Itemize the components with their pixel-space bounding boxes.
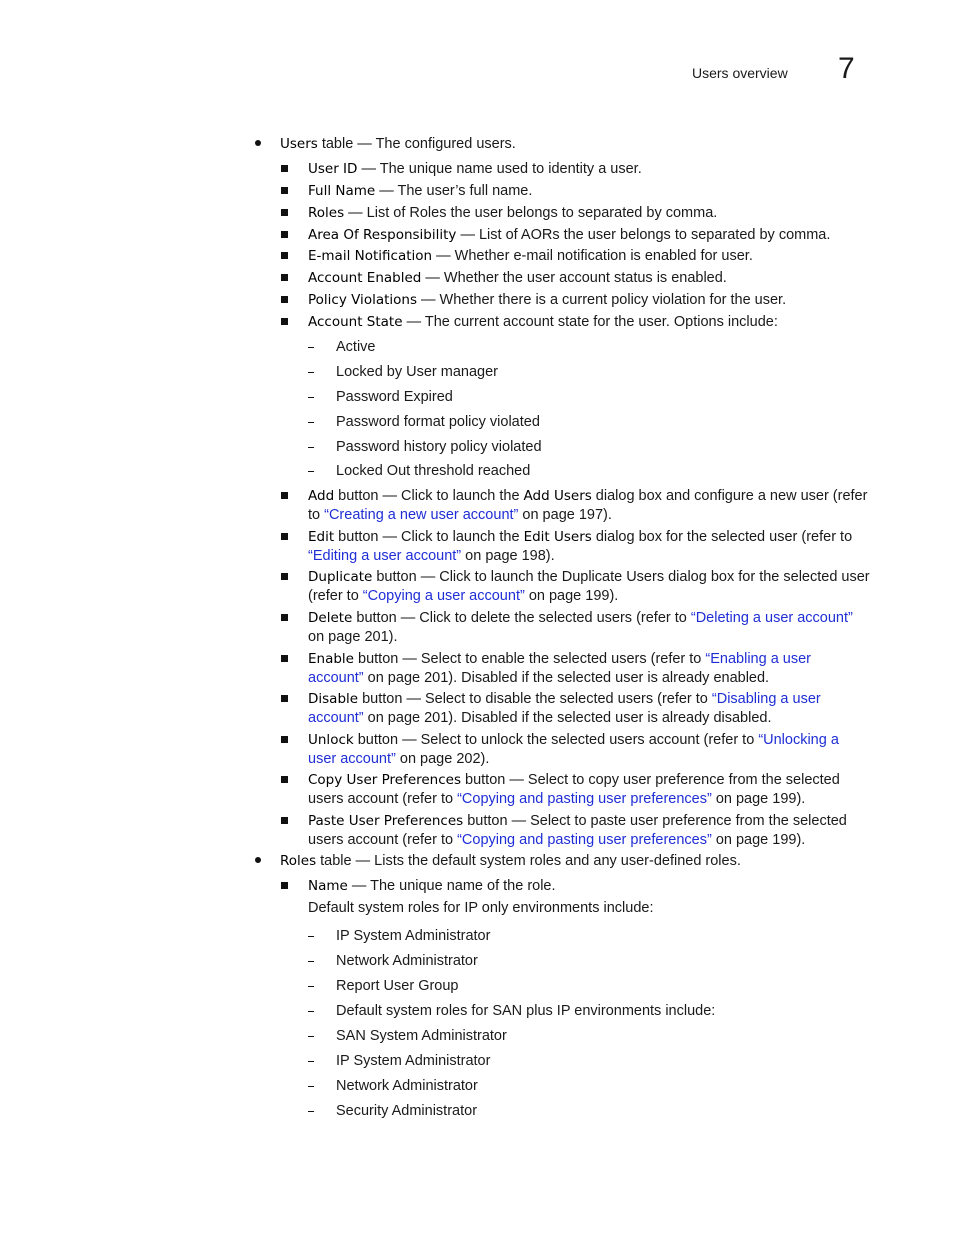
editing-user-link[interactable]: “Editing a user account” (308, 547, 462, 564)
list-item: Policy Violations — Whether there is a current policy violation for the user. (308, 292, 787, 308)
button-description: Paste User Preferences button — Select to paste user preference from the selected users account (refer to “Copying and pasting user preferences” on page 199). (308, 813, 847, 848)
square-bullet-icon (281, 296, 288, 303)
dash-bullet-icon (308, 1086, 314, 1087)
list-item: User ID — The unique name used to identity a user. (308, 161, 642, 177)
list-item: Roles — List of Roles the user belongs to separated by comma. (308, 205, 718, 221)
copying-user-link[interactable]: “Copying a user account” (362, 587, 525, 604)
roles-default-note: Default system roles for IP only environments include: (308, 900, 654, 916)
pasting-preferences-link[interactable]: “Copying and pasting user preferences” (457, 831, 712, 848)
dash-bullet-icon (308, 372, 314, 373)
chapter-number: 7 (838, 52, 855, 85)
disabling-user-link[interactable]: “Disabling a user account” (308, 691, 821, 726)
button-description: Enable button — Select to enable the selected users (refer to “Enabling a user account” on page 201). Disabled if the selected user is already enabled. (308, 651, 811, 686)
running-header-title: Users overview (692, 65, 788, 81)
list-item: Account State — The current account state for the user. Options include: (308, 314, 778, 330)
square-bullet-icon (281, 882, 288, 889)
square-bullet-icon (281, 736, 288, 743)
creating-user-link[interactable]: “Creating a new user account” (324, 506, 519, 523)
role-item: Report User Group (336, 978, 459, 994)
dash-bullet-icon (308, 347, 314, 348)
dash-bullet-icon (308, 1111, 314, 1112)
role-item: Network Administrator (336, 1078, 478, 1094)
button-description: Edit button — Click to launch the Edit Users dialog box for the selected user (refer to “Editing a user account” on page 198). (308, 529, 853, 564)
list-item: Full Name — The user’s full name. (308, 183, 533, 199)
square-bullet-icon (281, 165, 288, 172)
list-item: Name — The unique name of the role. (308, 878, 556, 894)
button-description: Add button — Click to launch the Add Users dialog box and configure a new user (refer to “Creating a new user account” on page 197). (308, 488, 868, 523)
button-description: Copy User Preferences button — Select to copy user preference from the selected users account (refer to “Copying and pasting user preferences” on page 199). (308, 772, 840, 807)
button-description: Unlock button — Select to unlock the selected users account (refer to “Unlocking a user account” on page 202). (308, 732, 839, 767)
dash-bullet-icon (308, 471, 314, 472)
role-item: Network Administrator (336, 953, 478, 969)
dash-bullet-icon (308, 397, 314, 398)
dash-bullet-icon (308, 1036, 314, 1037)
square-bullet-icon (281, 231, 288, 238)
dash-bullet-icon (308, 1011, 314, 1012)
copying-preferences-link[interactable]: “Copying and pasting user preferences” (457, 790, 712, 807)
square-bullet-icon (281, 695, 288, 702)
square-bullet-icon (281, 274, 288, 281)
enabling-user-link[interactable]: “Enabling a user account” (308, 651, 811, 686)
dash-bullet-icon (308, 986, 314, 987)
role-item: Default system roles for SAN plus IP environments include: (336, 1003, 716, 1019)
role-item: Security Administrator (336, 1103, 478, 1119)
dash-bullet-icon (308, 1061, 314, 1062)
account-state-item: Locked Out threshold reached (336, 463, 531, 479)
square-bullet-icon (281, 533, 288, 540)
square-bullet-icon (281, 209, 288, 216)
button-description: Delete button — Click to delete the selected users (refer to “Deleting a user account” on page 201). (308, 610, 853, 645)
dash-bullet-icon (308, 961, 314, 962)
list-item: E-mail Notification — Whether e-mail notification is enabled for user. (308, 248, 753, 264)
role-item: IP System Administrator (336, 1053, 491, 1069)
dash-bullet-icon (308, 447, 314, 448)
square-bullet-icon (281, 318, 288, 325)
list-item: Area Of Responsibility — List of AORs the user belongs to separated by comma. (308, 227, 831, 243)
square-bullet-icon (281, 573, 288, 580)
list-item: Account Enabled — Whether the user account status is enabled. (308, 270, 727, 286)
account-state-item: Password history policy violated (336, 439, 542, 455)
roles-table-intro: Roles table — Lists the default system roles and any user-defined roles. (280, 853, 741, 869)
button-description: Disable button — Select to disable the selected users (refer to “Disabling a user account” on page 201). Disabled if the selected user is already disabled. (308, 691, 821, 726)
unlocking-user-link[interactable]: “Unlocking a user account” (308, 732, 839, 767)
account-state-item: Active (336, 339, 376, 355)
square-bullet-icon (281, 187, 288, 194)
square-bullet-icon (281, 655, 288, 662)
dash-bullet-icon (308, 936, 314, 937)
button-description: Duplicate button — Click to launch the Duplicate Users dialog box for the selected user (refer to “Copying a user account” on page 199). (308, 569, 870, 604)
dash-bullet-icon (308, 422, 314, 423)
square-bullet-icon (281, 776, 288, 783)
account-state-item: Locked by User manager (336, 364, 498, 380)
account-state-item: Password Expired (336, 389, 453, 405)
bullet-icon (255, 140, 261, 146)
users-table-intro: Users table — The configured users. (280, 136, 516, 152)
square-bullet-icon (281, 492, 288, 499)
bullet-icon (255, 857, 261, 863)
square-bullet-icon (281, 252, 288, 259)
role-item: IP System Administrator (336, 928, 491, 944)
square-bullet-icon (281, 614, 288, 621)
deleting-user-link[interactable]: “Deleting a user account” (690, 610, 853, 626)
square-bullet-icon (281, 817, 288, 824)
account-state-item: Password format policy violated (336, 414, 540, 430)
role-item: SAN System Administrator (336, 1028, 507, 1044)
